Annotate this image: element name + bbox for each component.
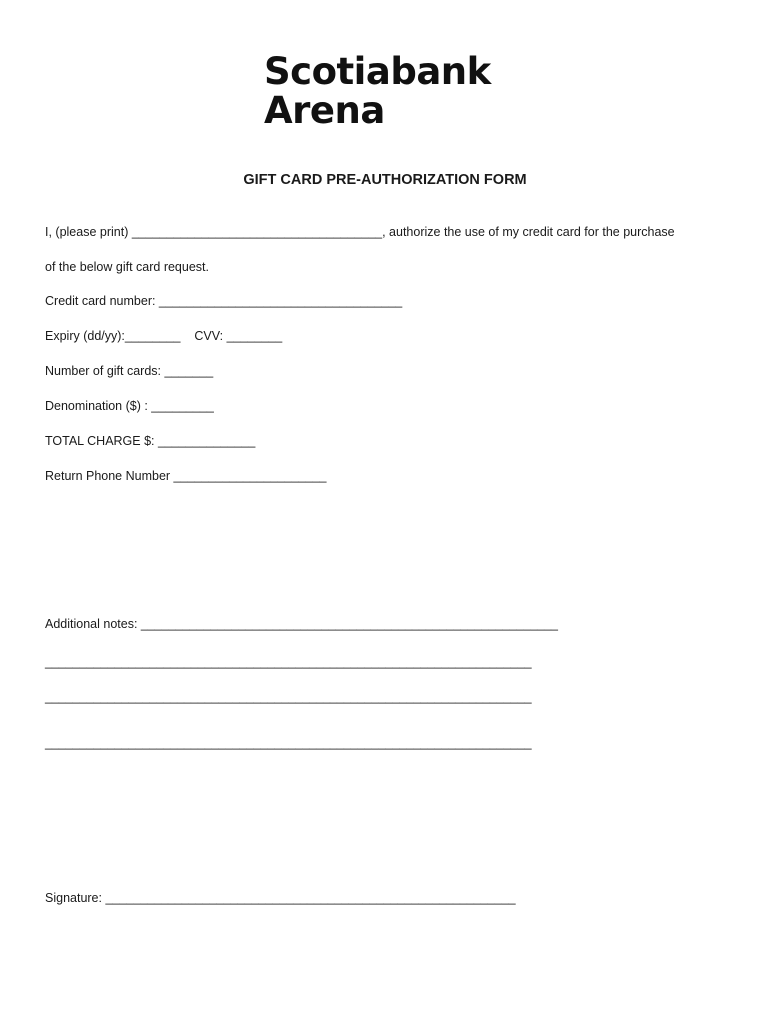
scotiabank-arena-logo [264, 52, 491, 130]
intro-line-2: of the below gift card request. [45, 260, 209, 274]
expiry-cvv-field: Expiry (dd/yy):________ CVV: ________ [45, 329, 283, 343]
total-charge-field: TOTAL CHARGE $: ______________ [45, 434, 256, 448]
number-of-gift-cards-field: Number of gift cards: _______ [45, 364, 214, 378]
logo-line-1: Scotiabank [264, 50, 491, 93]
notes-line: ______________________________________________________________________ [45, 690, 532, 704]
form-title: GIFT CARD PRE-AUTHORIZATION FORM [243, 172, 527, 188]
notes-line: ______________________________________________________________________ [45, 655, 532, 669]
credit-card-field: Credit card number: ___________________________________ [45, 294, 403, 308]
signature-field: Signature: ___________________________________________________________ [45, 891, 516, 905]
denomination-field: Denomination ($) : _________ [45, 399, 214, 413]
notes-line: ______________________________________________________________________ [45, 736, 532, 750]
logo-line-2: Arena [264, 89, 385, 132]
additional-notes-field: Additional notes: ____________________________________________________________ [45, 617, 559, 631]
return-phone-field: Return Phone Number ______________________ [45, 469, 327, 483]
intro-line-1: I, (please print) ____________________________________, authorize the use of my credit card for the purchase [45, 225, 675, 239]
